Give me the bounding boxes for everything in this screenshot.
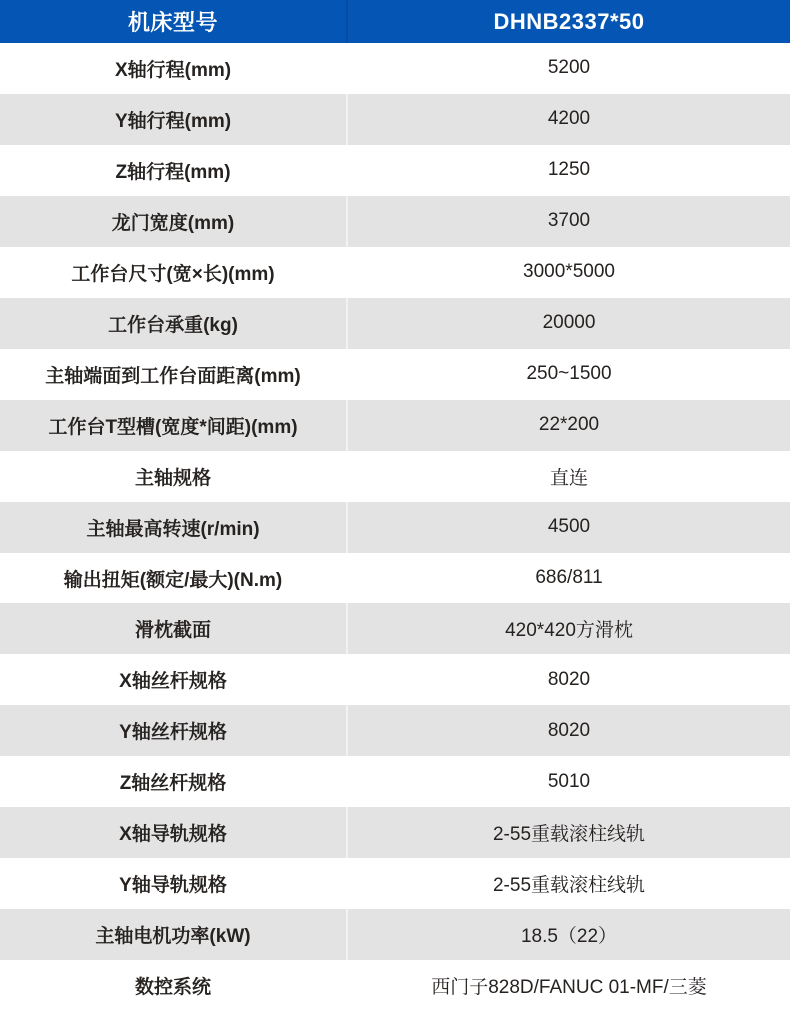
spec-label: 主轴端面到工作台面距离(mm) (45, 365, 301, 387)
table-row (0, 247, 790, 298)
spec-label: 龙门宽度(mm) (0, 196, 348, 247)
spec-label: 工作台承重(kg) (0, 298, 348, 349)
header-model-label: 机床型号 (0, 0, 348, 43)
spec-value: 3700 (547, 210, 591, 232)
spec-label: Y轴行程(mm) (0, 94, 348, 145)
table-row (0, 654, 790, 705)
spec-value: 18.5（22） (520, 926, 618, 948)
table-row (0, 705, 790, 756)
spec-label: X轴丝杆规格 (119, 671, 227, 693)
table-row (0, 807, 790, 858)
table-row (0, 909, 790, 960)
table-row (0, 858, 790, 909)
spec-label: Y轴导轨规格 (119, 875, 227, 897)
spec-label: Z轴丝杆规格 (119, 773, 227, 795)
spec-label: Z轴行程(mm) (115, 161, 231, 183)
spec-value: 5200 (547, 57, 591, 79)
table-row (0, 94, 790, 145)
spec-value: 5010 (547, 770, 591, 792)
spec-value: 686/811 (535, 567, 603, 588)
spec-value: 8020 (547, 719, 591, 741)
spec-value: 西门子828D/FANUC 01-MF/三菱 (431, 977, 707, 999)
spec-value: 420*420方滑枕 (505, 620, 633, 642)
table-header-row (0, 0, 790, 43)
spec-label: 数控系统 (134, 977, 211, 999)
spec-value: 4500 (547, 516, 591, 538)
spec-label: 主轴最高转速(r/min) (0, 502, 348, 553)
table-row (0, 553, 790, 604)
spec-value: 2-55重载滚柱线轨 (492, 824, 646, 846)
spec-value: 4200 (547, 108, 591, 130)
table-row (0, 960, 790, 1011)
header-model-value: DHNB2337*50 (493, 8, 645, 34)
spec-label: 输出扭矩(额定/最大)(N.m) (63, 569, 283, 591)
spec-value: 22*200 (538, 414, 600, 436)
spec-label: 工作台尺寸(宽×长)(mm) (71, 263, 275, 285)
spec-label: 滑枕截面 (0, 603, 348, 654)
spec-label: Y轴丝杆规格 (0, 705, 348, 756)
spec-value: 8020 (547, 668, 591, 690)
table-row (0, 451, 790, 502)
table-row (0, 196, 790, 247)
spec-value: 20000 (542, 312, 596, 334)
table-row (0, 298, 790, 349)
spec-label: 主轴电机功率(kW) (0, 909, 348, 960)
spec-value: 2-55重载滚柱线轨 (492, 875, 646, 897)
table-body (0, 43, 790, 1011)
spec-value: 250~1500 (526, 363, 612, 385)
spec-value: 直连 (549, 467, 588, 489)
table-row (0, 349, 790, 400)
spec-label: X轴导轨规格 (0, 807, 348, 858)
spec-label: 工作台T型槽(宽度*间距)(mm) (0, 400, 348, 451)
table-row (0, 603, 790, 654)
table-row (0, 756, 790, 807)
table-row (0, 400, 790, 451)
spec-value: 1250 (547, 159, 591, 181)
table-row (0, 145, 790, 196)
table-row (0, 43, 790, 94)
spec-value: 3000*5000 (523, 261, 615, 283)
spec-label: 主轴规格 (134, 467, 211, 489)
table-row (0, 502, 790, 553)
spec-label: X轴行程(mm) (114, 59, 232, 81)
